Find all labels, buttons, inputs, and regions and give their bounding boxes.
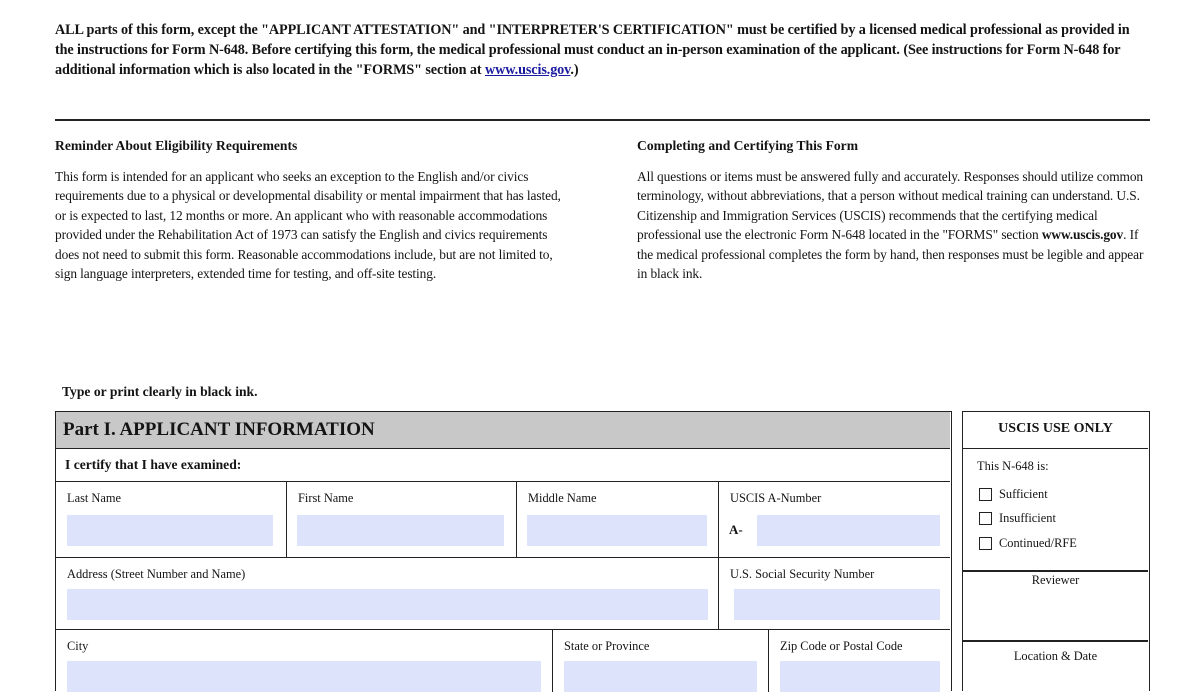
option-continued-rfe[interactable] xyxy=(979,536,1077,551)
option-sufficient[interactable] xyxy=(979,487,1048,502)
last-name-cell xyxy=(56,482,287,558)
address-cell xyxy=(56,558,719,630)
first-name-cell xyxy=(287,482,517,558)
completing-body-post: . If the medical professional completes the form by hand, then responses must be legible and appear in black ink. xyxy=(637,227,1144,282)
middle-name-label: Middle Name xyxy=(528,491,597,505)
city-input[interactable] xyxy=(67,661,541,692)
uscis-use-only-box xyxy=(962,411,1150,691)
uscis-divider xyxy=(963,640,1148,642)
eligibility-body: This form is intended for an applicant who seeks an exception to the English and/or civics requirements due to a physical or developmental disability or mental impairment that has lasted, or is expected to last, 12 months or more. An applicant who with reasonable accommodations provided under the Rehabilitation Act of 1973 can satisfy the English and civics requirements does not need to submit this form. Reasonable accommodations include, but are not limited to, sign language interpreters, extended time for testing, and off-site testing. xyxy=(55,169,561,282)
first-name-input[interactable] xyxy=(297,515,504,546)
part1-applicant-form xyxy=(55,411,952,691)
address-label: Address (Street Number and Name) xyxy=(67,567,246,581)
completing-body xyxy=(637,167,1149,283)
address-input[interactable] xyxy=(67,589,708,620)
city-cell xyxy=(56,630,553,692)
ssn-cell xyxy=(719,558,950,630)
zip-input[interactable] xyxy=(780,661,940,692)
state-label: State or Province xyxy=(564,639,650,653)
reviewer-label: Reviewer xyxy=(1031,573,1080,587)
insufficient-label: Insufficient xyxy=(999,511,1056,525)
middle-name-cell xyxy=(517,482,719,558)
last-name-label: Last Name xyxy=(67,491,122,505)
state-input[interactable] xyxy=(564,661,757,692)
city-label: City xyxy=(67,639,89,653)
zip-cell xyxy=(769,630,950,692)
uscis-website-link[interactable]: www.uscis.gov xyxy=(484,62,571,78)
uscis-divider xyxy=(963,570,1148,572)
certify-statement: I certify that I have examined: xyxy=(56,449,950,482)
intro-text: ALL parts of this form, except the "APPLICANT ATTESTATION" and "INTERPRETER'S CERTIFICATION" must be certified by a licensed medical professional as provided in the instructions for Form N-648. Before certifying this form, the medical professional must conduct an in-person examination of the applicant. (See instructions for Form N-648 for additional information which is also located in the "FORMS" section at xyxy=(55,22,1130,78)
location-date-label: Location & Date xyxy=(1013,649,1098,663)
first-name-label: First Name xyxy=(298,491,354,505)
ssn-label: U.S. Social Security Number xyxy=(730,567,875,581)
uscis-use-only-title: USCIS USE ONLY xyxy=(963,412,1148,449)
option-insufficient[interactable] xyxy=(979,511,1056,526)
intro-paragraph xyxy=(55,20,1150,80)
insufficient-checkbox[interactable] xyxy=(979,512,992,525)
zip-label: Zip Code or Postal Code xyxy=(780,639,903,653)
last-name-input[interactable] xyxy=(67,515,273,546)
sufficient-checkbox[interactable] xyxy=(979,488,992,501)
continued-rfe-label: Continued/RFE xyxy=(999,536,1077,550)
completing-body-link: www.uscis.gov xyxy=(1041,227,1124,243)
a-number-label: USCIS A-Number xyxy=(730,491,822,505)
type-print-instruction: Type or print clearly in black ink. xyxy=(62,384,258,399)
ssn-input[interactable] xyxy=(734,589,940,620)
state-cell xyxy=(553,630,769,692)
a-number-prefix: A- xyxy=(729,522,743,537)
uscis-this-is-label: This N-648 is: xyxy=(977,459,1049,473)
sufficient-label: Sufficient xyxy=(999,487,1048,501)
completing-heading: Completing and Certifying This Form xyxy=(637,138,859,153)
middle-name-input[interactable] xyxy=(527,515,707,546)
intro-tail: .) xyxy=(570,62,579,78)
section-divider xyxy=(55,119,1150,121)
continued-rfe-checkbox[interactable] xyxy=(979,537,992,550)
a-number-input[interactable] xyxy=(757,515,940,546)
completing-body-pre: All questions or items must be answered fully and accurately. Responses should utilize common terminology, without abbreviations, that a person without medical training can understand. U.S. Citizenship and Immigration Services (USCIS) recommends that the certifying medical professional use the electronic Form N-648 located in the "FORMS" section xyxy=(637,169,1144,243)
eligibility-heading: Reminder About Eligibility Requirements xyxy=(55,138,298,153)
part1-title: Part I. APPLICANT INFORMATION xyxy=(56,412,950,449)
a-number-cell xyxy=(719,482,950,558)
